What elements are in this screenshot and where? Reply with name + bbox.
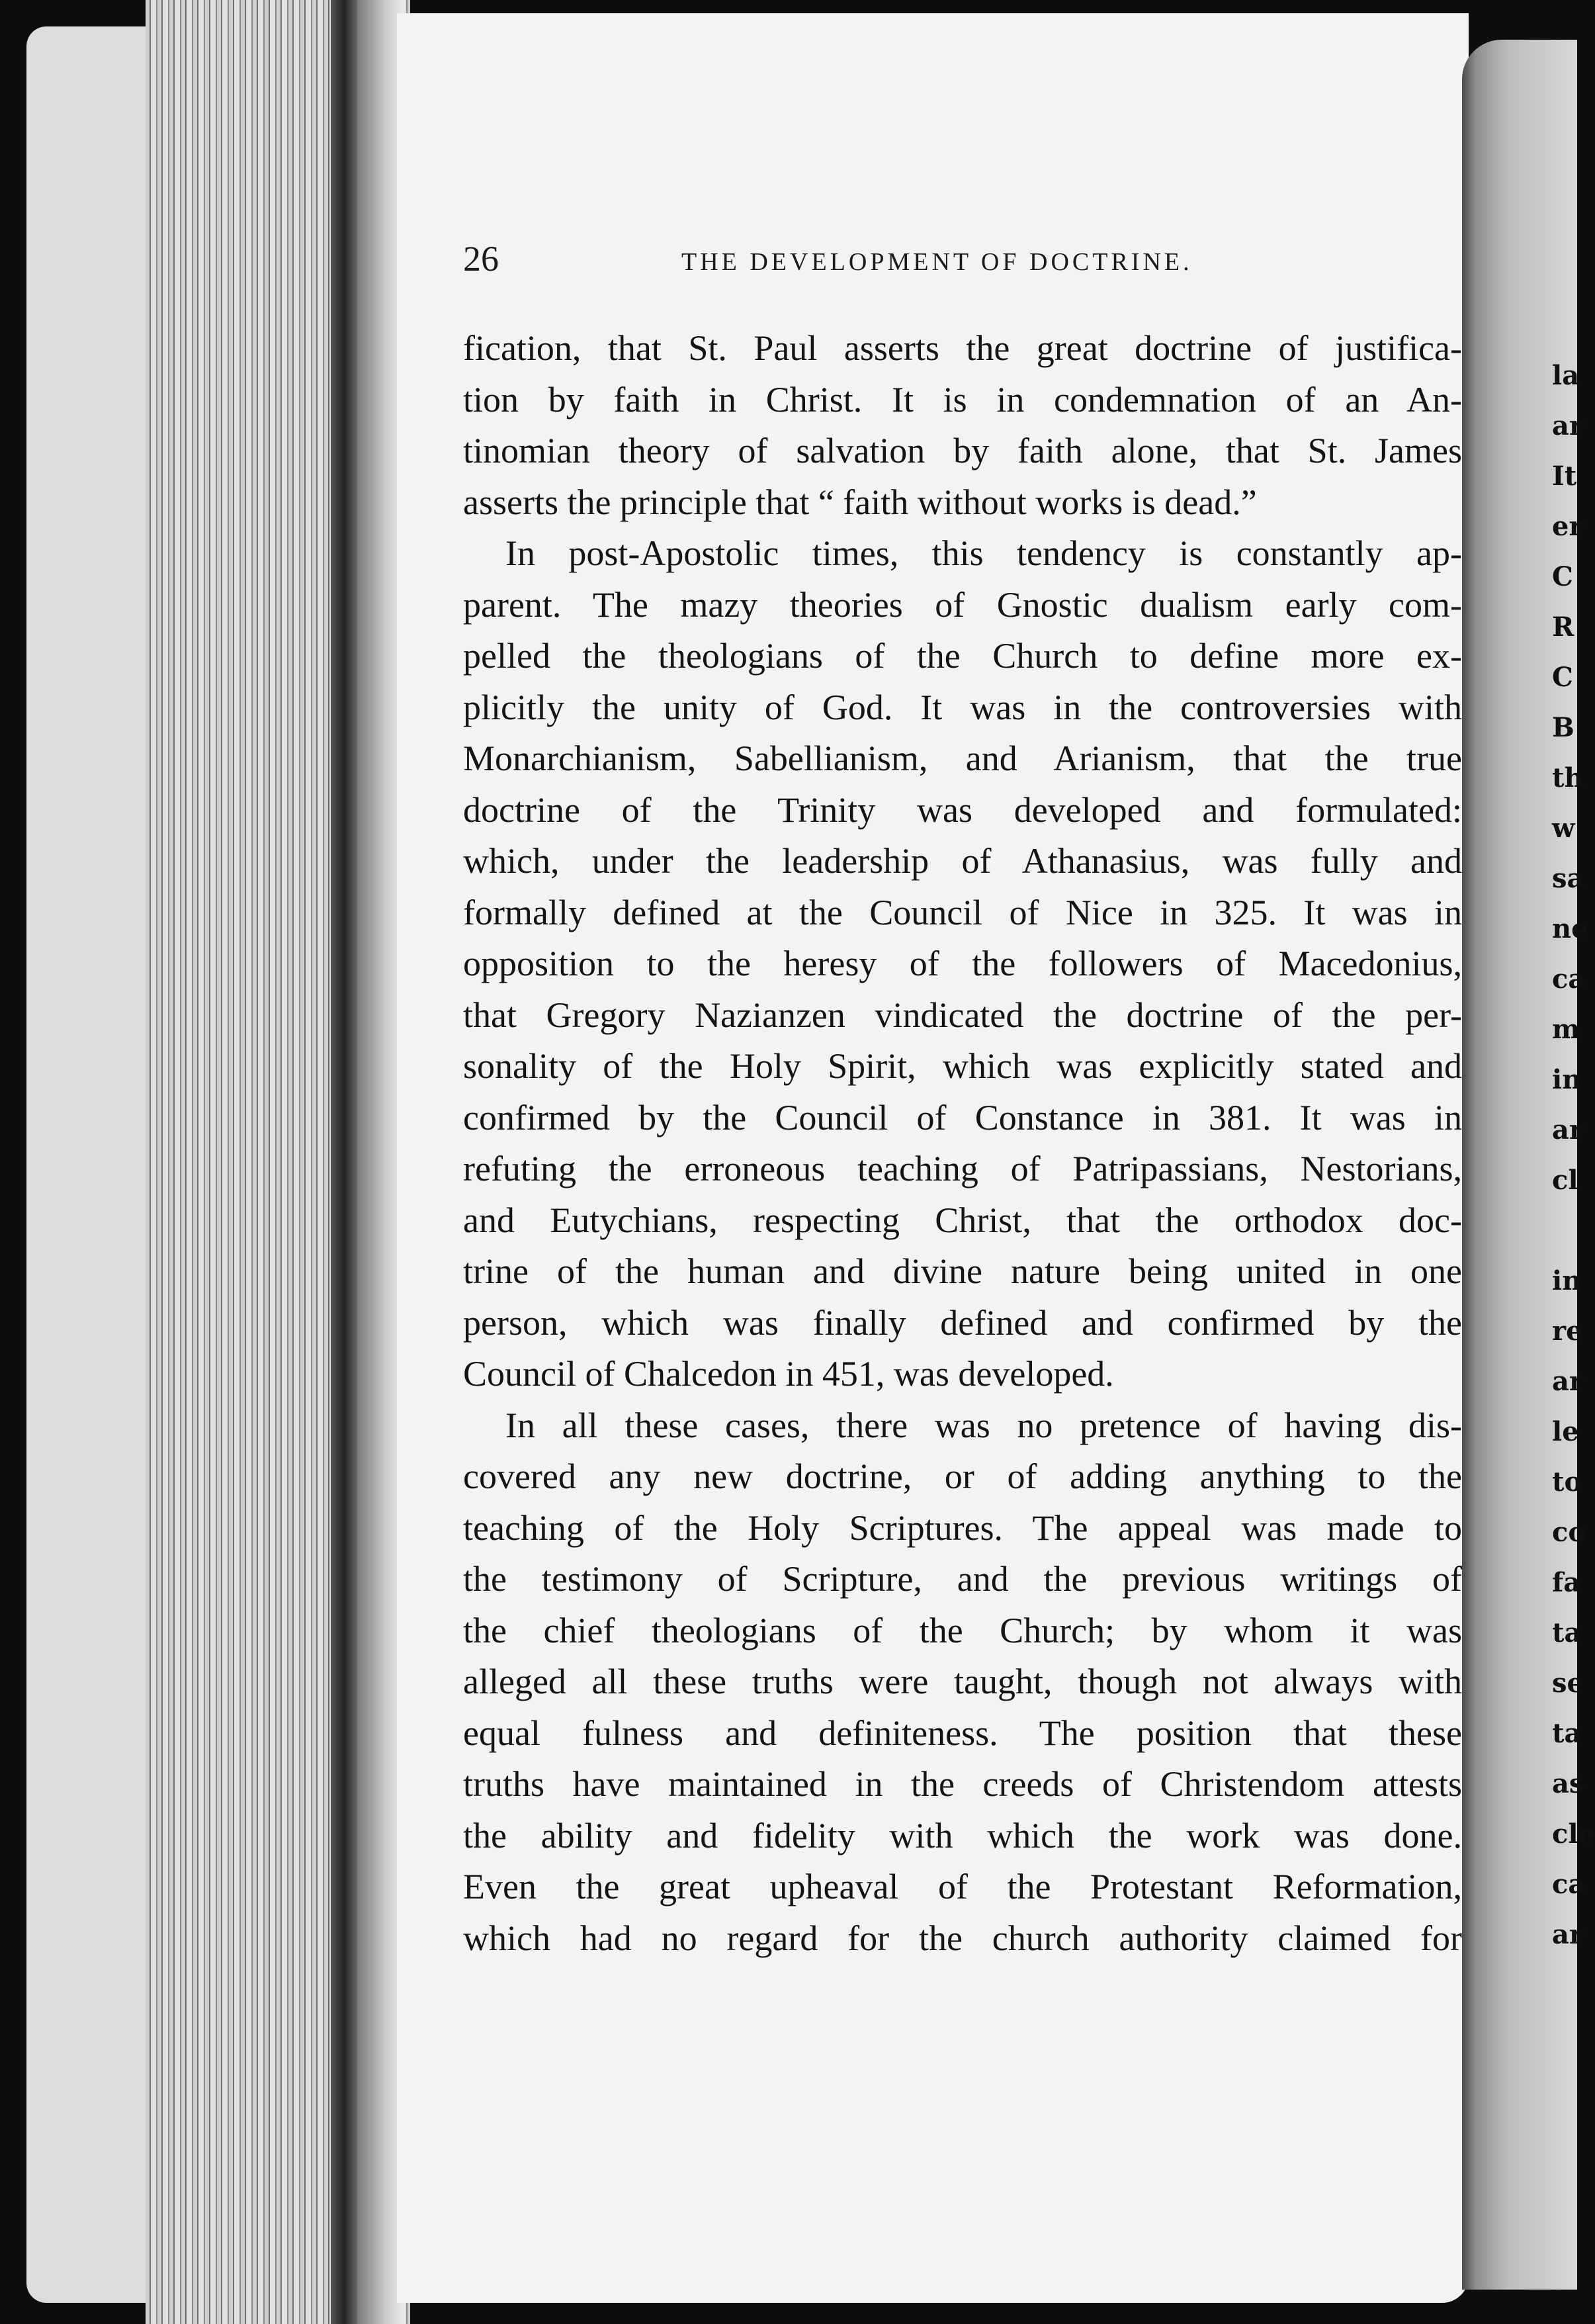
text-line: parent. The mazy theories of Gnostic dualism early com- — [463, 584, 1462, 625]
fragment: to — [1552, 1466, 1582, 1497]
text-line: teaching of the Holy Scriptures. The appeal was made to — [463, 1507, 1462, 1548]
fragment: in — [1552, 1265, 1582, 1296]
fragment: co — [1552, 1517, 1586, 1548]
fragment: R — [1552, 611, 1574, 643]
running-head: THE DEVELOPMENT OF DOCTRINE. — [681, 248, 1193, 276]
fragment: le — [1552, 1416, 1579, 1447]
fragment: ca — [1552, 963, 1586, 995]
text-line: which, under the leadership of Athanasius, was fully and — [463, 841, 1462, 881]
text-line: alleged all these truths were taught, though not always with — [463, 1662, 1462, 1701]
text-line: asserts the principle that “ faith without works is dead.” — [463, 482, 1257, 522]
fragment: B — [1552, 712, 1574, 743]
fragment: re — [1552, 1316, 1583, 1347]
fragment: ne — [1552, 913, 1588, 944]
text-line: pelled the theologians of the Church to define more ex- — [463, 636, 1462, 676]
fragment: th — [1552, 762, 1584, 793]
page-header — [463, 238, 1462, 278]
fragment: ar — [1552, 1366, 1583, 1397]
text-line: sonality of the Holy Spirit, which was explicitly stated and — [463, 1046, 1462, 1086]
text-line: confirmed by the Council of Constance in 381. It was in — [463, 1097, 1462, 1138]
fragment: cle — [1552, 1818, 1595, 1850]
text-line: trine of the human and divine nature being united in one — [463, 1251, 1462, 1291]
text-line: tinomian theory of salvation by faith alone, that St. James — [463, 431, 1462, 470]
text-line: truths have maintained in the creeds of Christendom attests — [463, 1764, 1462, 1804]
facing-page-text-fragments — [1552, 351, 1595, 1960]
text-line: person, which was finally defined and confirmed by the — [463, 1302, 1462, 1343]
fragment: w — [1552, 813, 1575, 844]
text-line: equal fulness and definiteness. The position that these — [463, 1713, 1462, 1753]
fragment: la — [1552, 360, 1580, 391]
text-line: plicitly the unity of God. It was in the controversies with — [463, 687, 1462, 727]
text-line: Council of Chalcedon in 451, was developed. — [463, 1354, 1114, 1394]
fragment: ar — [1552, 410, 1583, 441]
fragment — [1552, 1206, 1577, 1256]
binding-shadow — [331, 0, 357, 2324]
fragment: ar — [1552, 1919, 1583, 1950]
fragment: ar — [1552, 1114, 1583, 1145]
fragment: It — [1552, 461, 1577, 492]
text-line: which had no regard for the church authority claimed for — [463, 1918, 1462, 1958]
text-line: tion by faith in Christ. It is in condemnation of an An- — [463, 379, 1462, 420]
fragment: se — [1552, 1668, 1584, 1699]
fragment: cl — [1552, 1165, 1578, 1196]
fragment: ta — [1552, 1617, 1582, 1648]
text-line: Even the great upheaval of the Protestant Reformation, — [463, 1867, 1462, 1906]
text-line: In post-Apostolic times, this tendency is constantly ap- — [505, 533, 1462, 573]
text-line: the testimony of Scripture, and the previous writings of — [463, 1559, 1462, 1599]
text-line: the chief theologians of the Church; by whom it was — [463, 1610, 1462, 1650]
fragment: sa — [1552, 863, 1584, 894]
text-line: and Eutychians, respecting Christ, that the orthodox doc- — [463, 1200, 1462, 1240]
text-line: refuting the erroneous teaching of Patripassians, Nestorians, — [463, 1149, 1462, 1188]
fragment: er — [1552, 511, 1583, 542]
fragment: as — [1552, 1768, 1584, 1799]
fragment: ca — [1552, 1869, 1586, 1900]
text-line: doctrine of the Trinity was developed and formulated: — [463, 789, 1462, 830]
text-line: fication, that St. Paul asserts the great doctrine of justifica- — [463, 328, 1462, 368]
fragment: C — [1552, 662, 1573, 693]
text-line: formally defined at the Council of Nice in 325. It was in — [463, 892, 1462, 932]
text-line: that Gregory Nazianzen vindicated the doctrine of the per- — [463, 995, 1462, 1035]
text-line: opposition to the heresy of the followers of Macedonius, — [463, 944, 1462, 983]
fragment: C — [1552, 561, 1573, 592]
fragment: m — [1552, 1014, 1580, 1045]
page-number: 26 — [463, 239, 499, 279]
fragment: fa — [1552, 1567, 1581, 1598]
body-text — [463, 323, 1462, 1964]
fragment: ta — [1552, 1718, 1582, 1749]
text-line: the ability and fidelity with which the work was done. — [463, 1815, 1462, 1855]
fragment: in — [1552, 1064, 1582, 1095]
text-line: covered any new doctrine, or of adding anything to the — [463, 1456, 1462, 1496]
text-line: In all these cases, there was no pretence of having dis- — [505, 1405, 1462, 1445]
text-line: Monarchianism, Sabellianism, and Arianism, that the true — [463, 738, 1462, 778]
